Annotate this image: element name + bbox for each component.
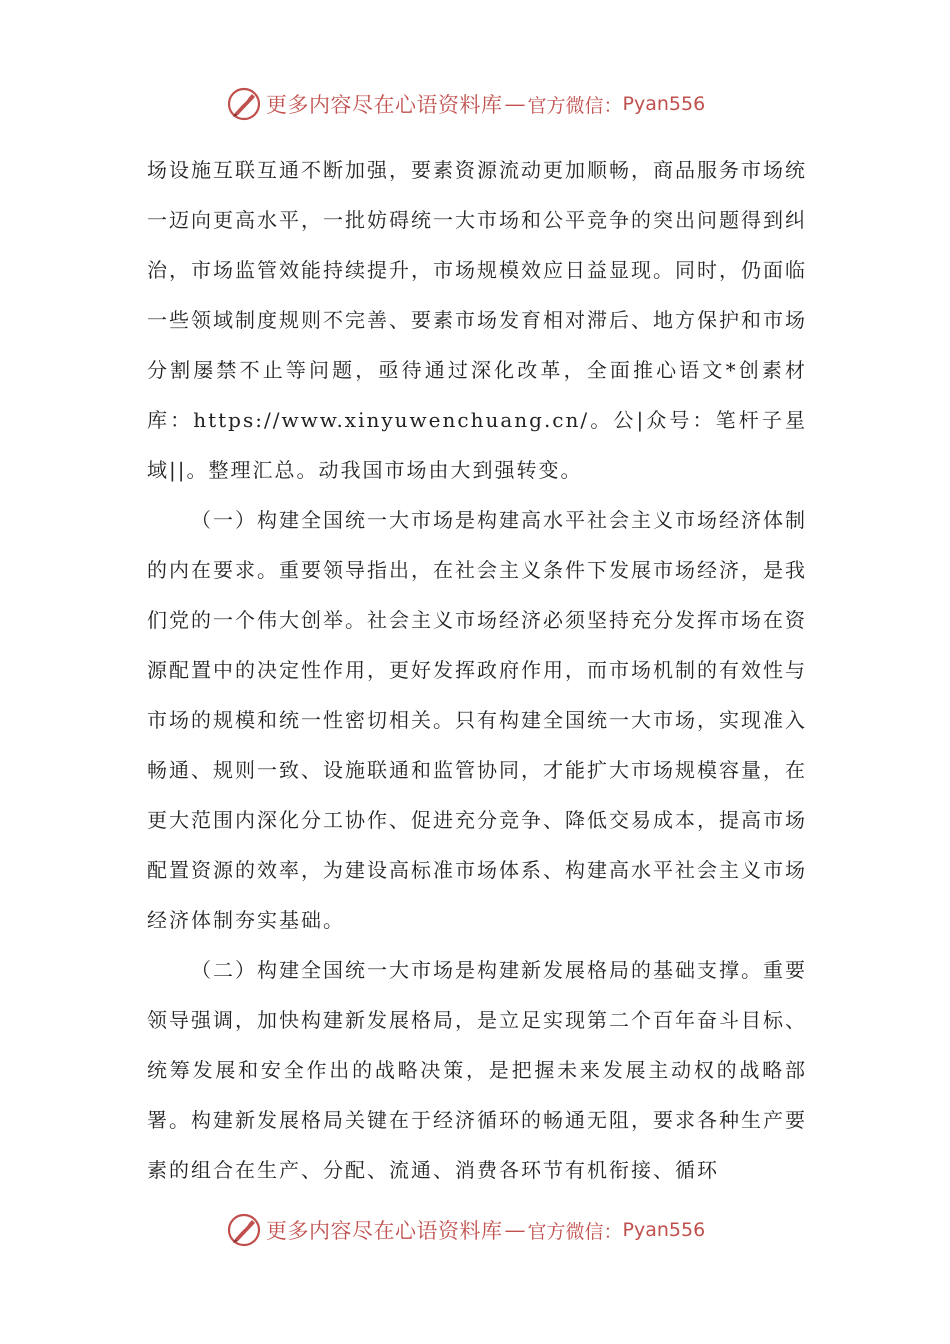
banner-wechat-id: Pyan556 (622, 1219, 706, 1241)
banner-title: 更多内容尽在心语资料库 (266, 1219, 503, 1243)
paragraph-continuation: 场设施互联互通不断加强，要素资源流动更加顺畅，商品服务市场统一迈向更高水平，一批妨碍统一大市场和公平竞争的突出问题得到纠治，市场监管效能持续提升，市场规模效应日益显现。同时，仍面临一些领域制度规则不完善、要素市场发育相对滞后、地方保护和市场分割屡禁不止等问题，亟待通过深化改革，全面推心语文*创素材库：https://www.xinyuwenchuang.cn/。公|众号：笔杆子星域||。整理汇总。动我国市场由大到强转变。 (147, 158, 807, 482)
banner-dash: — (504, 92, 526, 116)
quill-logo-icon (226, 1212, 262, 1248)
banner-wechat-label: 官方微信： (527, 1220, 623, 1243)
banner-wechat-label: 官方微信： (527, 94, 623, 117)
quill-logo-icon (226, 86, 262, 122)
footer-banner (226, 1210, 705, 1250)
header-banner (226, 84, 705, 124)
banner-title: 更多内容尽在心语资料库 (266, 93, 503, 117)
banner-wechat-id: Pyan556 (622, 93, 706, 115)
banner-dash: — (504, 1218, 526, 1242)
paragraph-section-two: （二）构建全国统一大市场是构建新发展格局的基础支撑。重要领导强调，加快构建新发展格局，是立足实现第二个百年奋斗目标、统筹发展和安全作出的战略决策，是把握未来发展主动权的战略部署。构建新发展格局关键在于经济循环的畅通无阻，要求各种生产要素的组合在生产、分配、流通、消费各环节有机衔接、循环 (147, 958, 807, 1182)
document-body (147, 145, 807, 1195)
paragraph-section-one: （一）构建全国统一大市场是构建高水平社会主义市场经济体制的内在要求。重要领导指出，在社会主义条件下发展市场经济，是我们党的一个伟大创举。社会主义市场经济必须坚持充分发挥市场在资源配置中的决定性作用，更好发挥政府作用，而市场机制的有效性与市场的规模和统一性密切相关。只有构建全国统一大市场，实现准入畅通、规则一致、设施联通和监管协同，才能扩大市场规模容量，在更大范围内深化分工协作、促进充分竞争、降低交易成本，提高市场配置资源的效率，为建设高标准市场体系、构建高水平社会主义市场经济体制夯实基础。 (147, 508, 807, 932)
